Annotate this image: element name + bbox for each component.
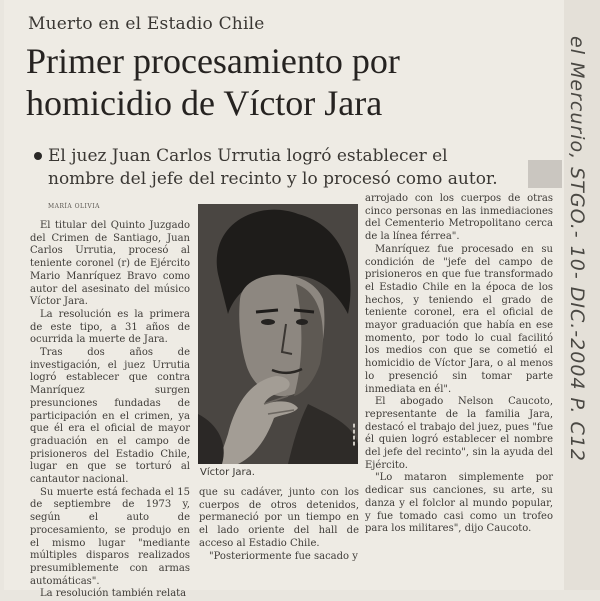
article-column-2 bbox=[199, 487, 359, 563]
article-deck: El juez Juan Carlos Urrutia logró establecer el nombre del jefe del recinto y lo procesó como autor. bbox=[48, 146, 498, 189]
paragraph: que su cadáver, junto con los cuerpos de otros detenidos, permaneció por un tiempo en el lado oriente del hall de acceso al Estadio Chile. bbox=[199, 487, 359, 549]
bullet-dot bbox=[34, 152, 42, 160]
paragraph: Tras dos años de investigación, el juez Urrutia logró establecer que contra Manríquez surgen presunciones fundadas de participación en el crimen, ya que él era el oficial de mayor graduación en el campo de prisioneros del Estadio Chile, lugar en que se torturó al cantautor nacional. bbox=[30, 347, 190, 486]
article-headline bbox=[26, 40, 556, 124]
adjacent-ad-bleed bbox=[528, 160, 562, 188]
photo-caption: Víctor Jara. bbox=[200, 467, 255, 478]
article-column-3 bbox=[365, 193, 553, 536]
paragraph: Su muerte está fechada el 15 de septiembre de 1973 y, según el auto de procesamiento, se produjo en el mismo lugar "mediante múltiples disparos realizados presumiblemente con armas automáticas". bbox=[30, 486, 190, 587]
portrait-photo bbox=[198, 204, 358, 464]
paragraph: El titular del Quinto Juzgado del Crimen de Santiago, Juan Carlos Urrutia, procesó al teniente coronel (r) de Ejército Mario Manríquez Bravo como autor del asesinato del músico Víctor Jara. bbox=[30, 220, 190, 308]
article-kicker: Muerto en el Estadio Chile bbox=[28, 14, 265, 34]
photo-credit-mark: ▮▮▮▮ bbox=[351, 423, 357, 447]
paragraph: La resolución es la primera de este tipo, a 31 años de ocurrida la muerte de Jara. bbox=[30, 308, 190, 346]
paragraph: "Posteriormente fue sacado y bbox=[209, 550, 358, 562]
paragraph: El abogado Nelson Caucoto, representante de la familia Jara, destacó el trabajo del juez, pues "fue él quien logró establecer el nombre del jefe del recinto", sin la ayuda del Ejército. bbox=[365, 396, 553, 471]
byline: MARÍA OLIVIA bbox=[48, 203, 100, 210]
paragraph: La resolución también relata bbox=[40, 588, 187, 600]
handwritten-source-note: el Mercurio, STGO.- 10- DIC.-2004 P. C12 bbox=[566, 36, 588, 462]
headline-line-2: homicidio de Víctor Jara bbox=[26, 83, 383, 123]
paragraph: "Lo mataron simplemente por dedicar sus canciones, su arte, su danza y el folclor al mundo popular, y fue tomado casi como un trofeo para los militares", dijo Caucoto. bbox=[365, 472, 553, 535]
article-column-1 bbox=[30, 220, 190, 601]
paragraph: arrojado con los cuerpos de otras cinco personas en las inmediaciones del Cementerio Metropolitano cerca de la línea férrea". bbox=[365, 193, 553, 243]
headline-line-1: Primer procesamiento por bbox=[26, 41, 400, 81]
paragraph: Manríquez fue procesado en su condición de "jefe del campo de prisioneros en que fue transformado el Estadio Chile en la época de los hechos, y teniendo el grado de teniente coronel, era el oficial de mayor graduación que había en ese momento, por todo lo cual facilitó los medios con que se cometió el homicidio de Víctor Jara, o al menos lo presenció sin tomar parte inmediata en él". bbox=[365, 243, 553, 395]
portrait-illustration bbox=[198, 204, 358, 464]
